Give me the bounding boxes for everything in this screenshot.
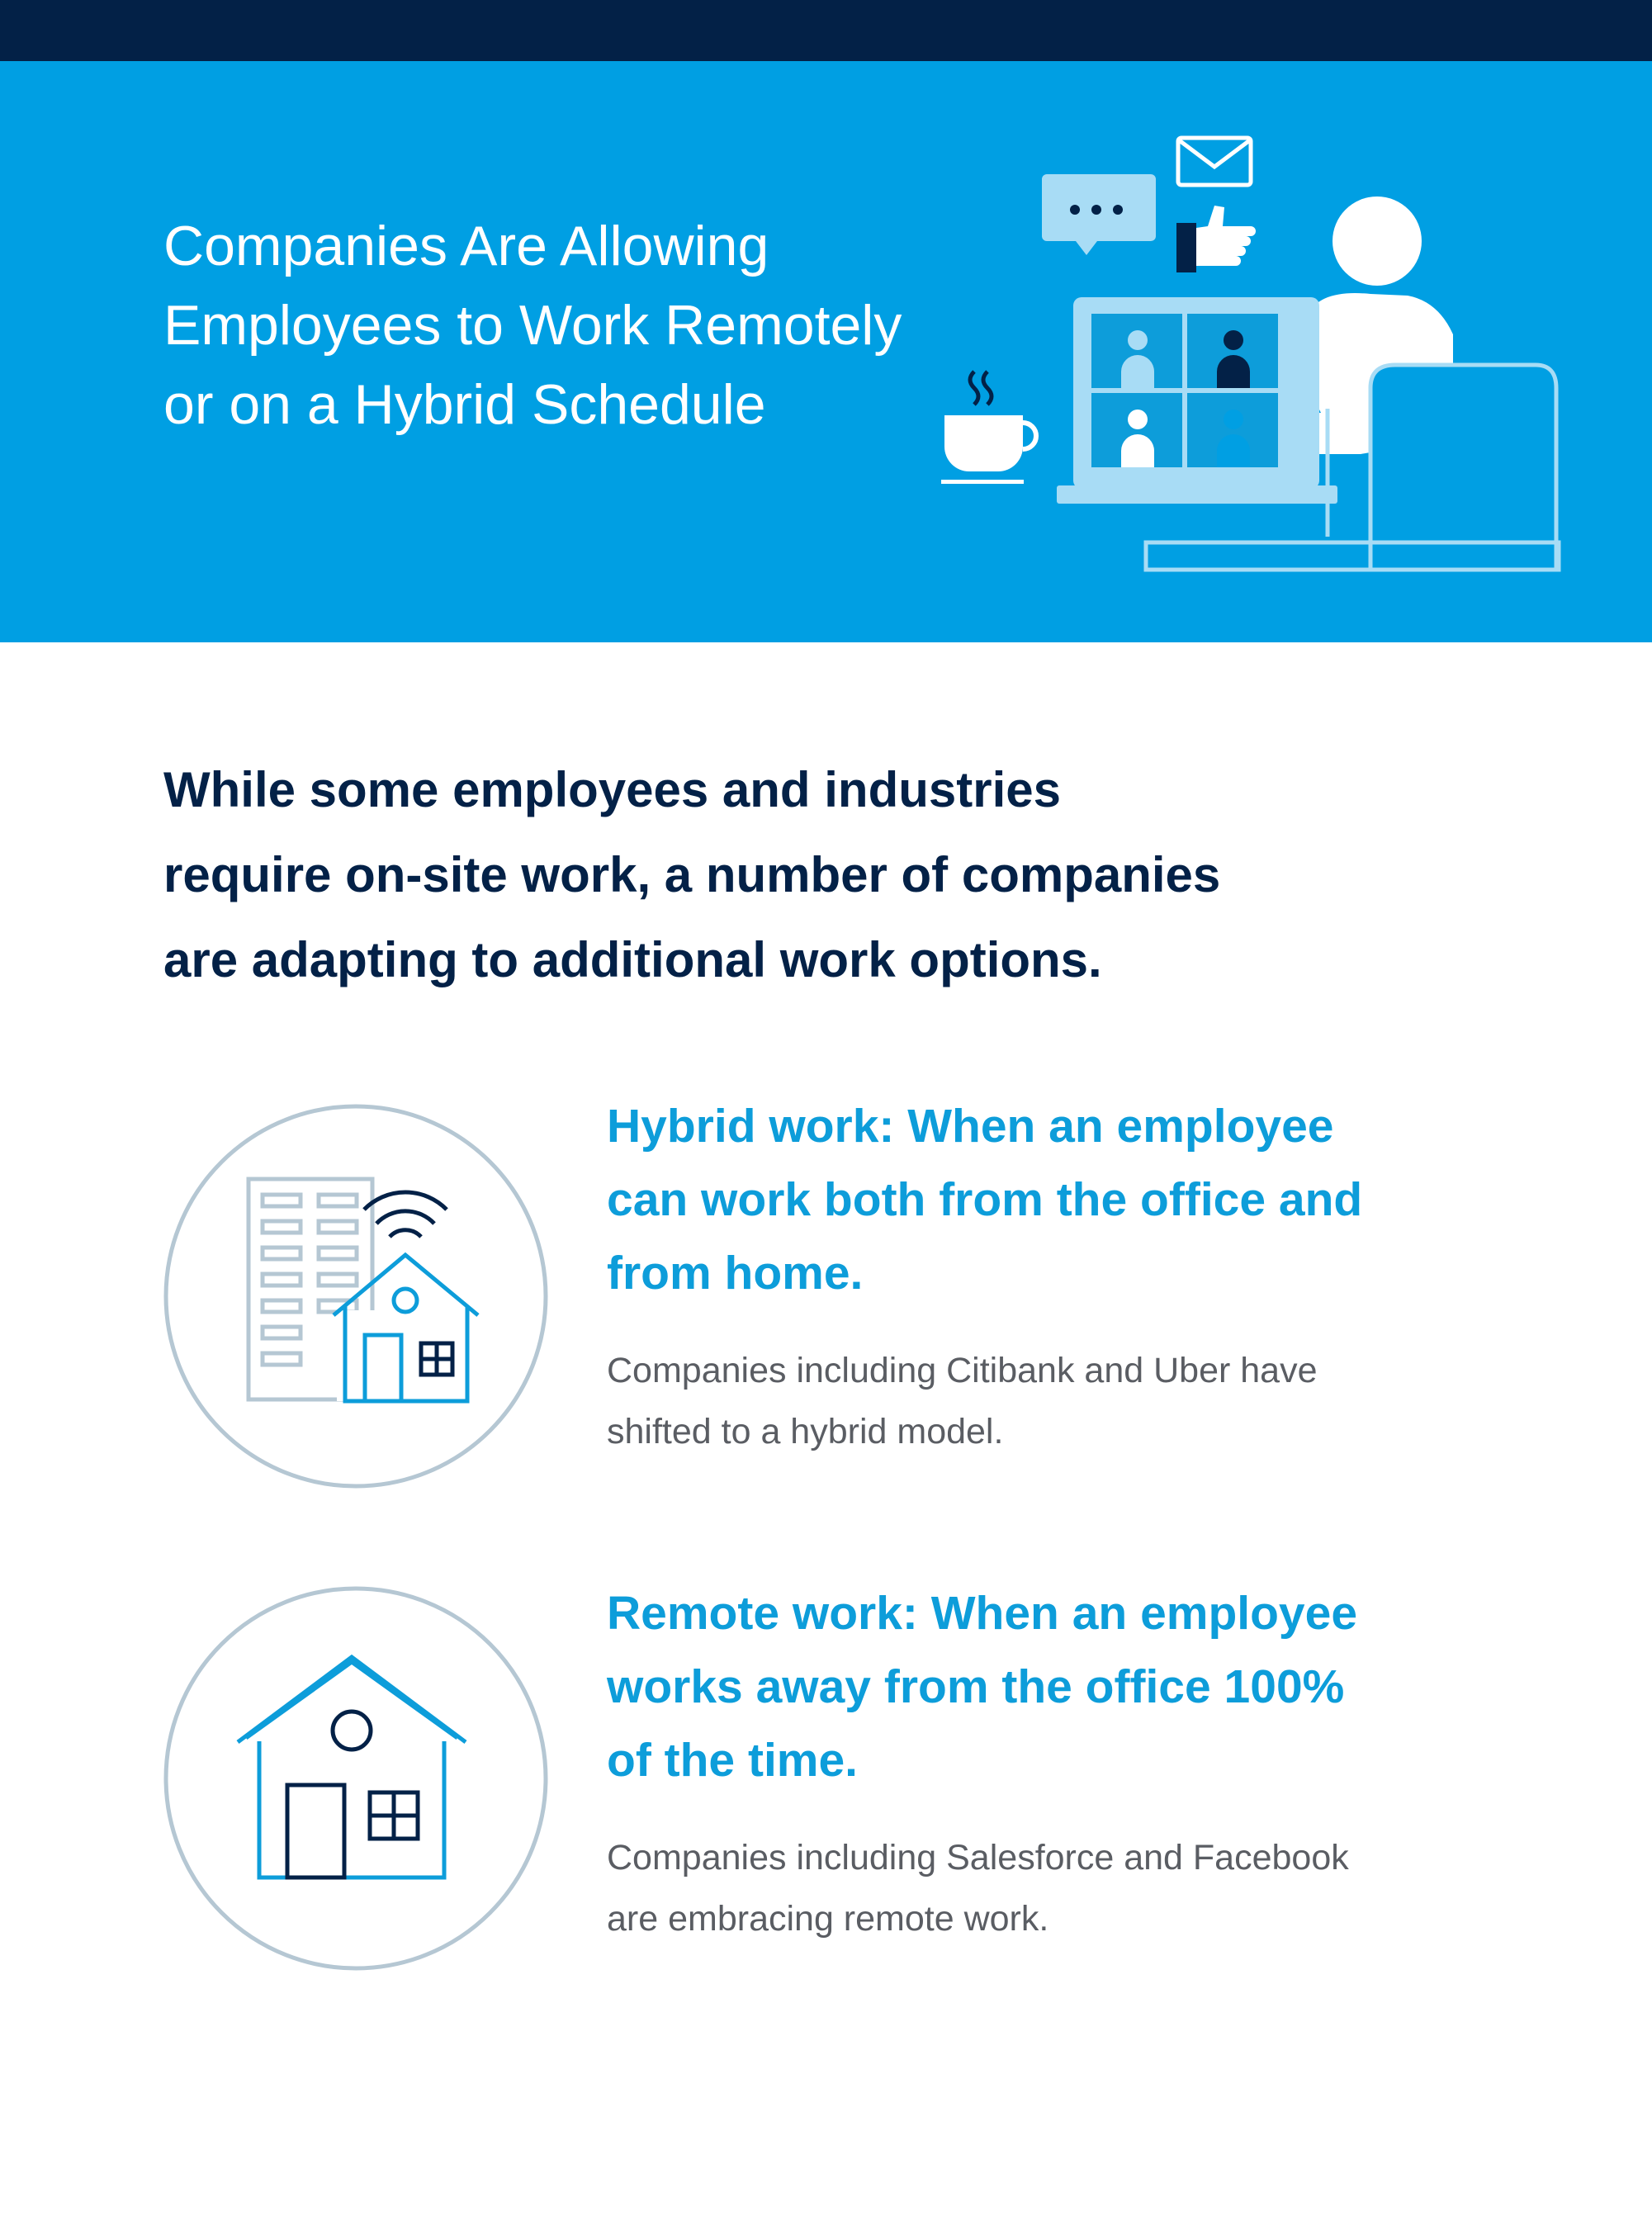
heading-line: Hybrid work: When an employee — [607, 1100, 1334, 1153]
heading-line: works away from the office 100% — [607, 1660, 1345, 1713]
intro-statement — [163, 747, 1402, 1002]
hybrid-work-heading — [607, 1090, 1564, 1310]
intro-line: require on-site work, a number of companies — [163, 847, 1221, 902]
remote-worker-illustration — [933, 124, 1569, 586]
top-bar — [0, 0, 1652, 61]
body-line: shifted to a hybrid model. — [607, 1412, 1004, 1451]
chat-bubble-icon — [1042, 174, 1156, 255]
person-head — [1332, 197, 1422, 286]
heading-line: of the time. — [607, 1734, 859, 1787]
thumbs-up-icon — [1176, 206, 1256, 272]
heading-line: Remote work: When an employee — [607, 1587, 1358, 1640]
coffee-cup-icon — [941, 372, 1036, 484]
body-line: Companies including Salesforce and Facebook — [607, 1838, 1349, 1877]
envelope-icon — [1178, 138, 1251, 185]
remote-work-description — [607, 1827, 1564, 1949]
hero-title-line: Companies Are Allowing — [163, 215, 769, 277]
heading-line: can work both from the office and — [607, 1173, 1363, 1226]
intro-line: are adapting to additional work options. — [163, 932, 1102, 987]
remote-work-heading — [607, 1577, 1564, 1797]
heading-line: from home. — [607, 1247, 864, 1300]
hybrid-work-description — [607, 1340, 1564, 1462]
hero-title-line: or on a Hybrid Schedule — [163, 373, 766, 436]
hero-title — [163, 206, 973, 444]
laptop-video-call-icon — [1057, 297, 1337, 504]
hero-title-line: Employees to Work Remotely — [163, 294, 902, 357]
body-line: Companies including Citibank and Uber have — [607, 1351, 1318, 1390]
body-line: are embracing remote work. — [607, 1899, 1049, 1939]
house-icon — [162, 1584, 550, 1972]
intro-line: While some employees and industries — [163, 762, 1061, 817]
office-building-and-house-wifi-icon — [162, 1102, 550, 1490]
